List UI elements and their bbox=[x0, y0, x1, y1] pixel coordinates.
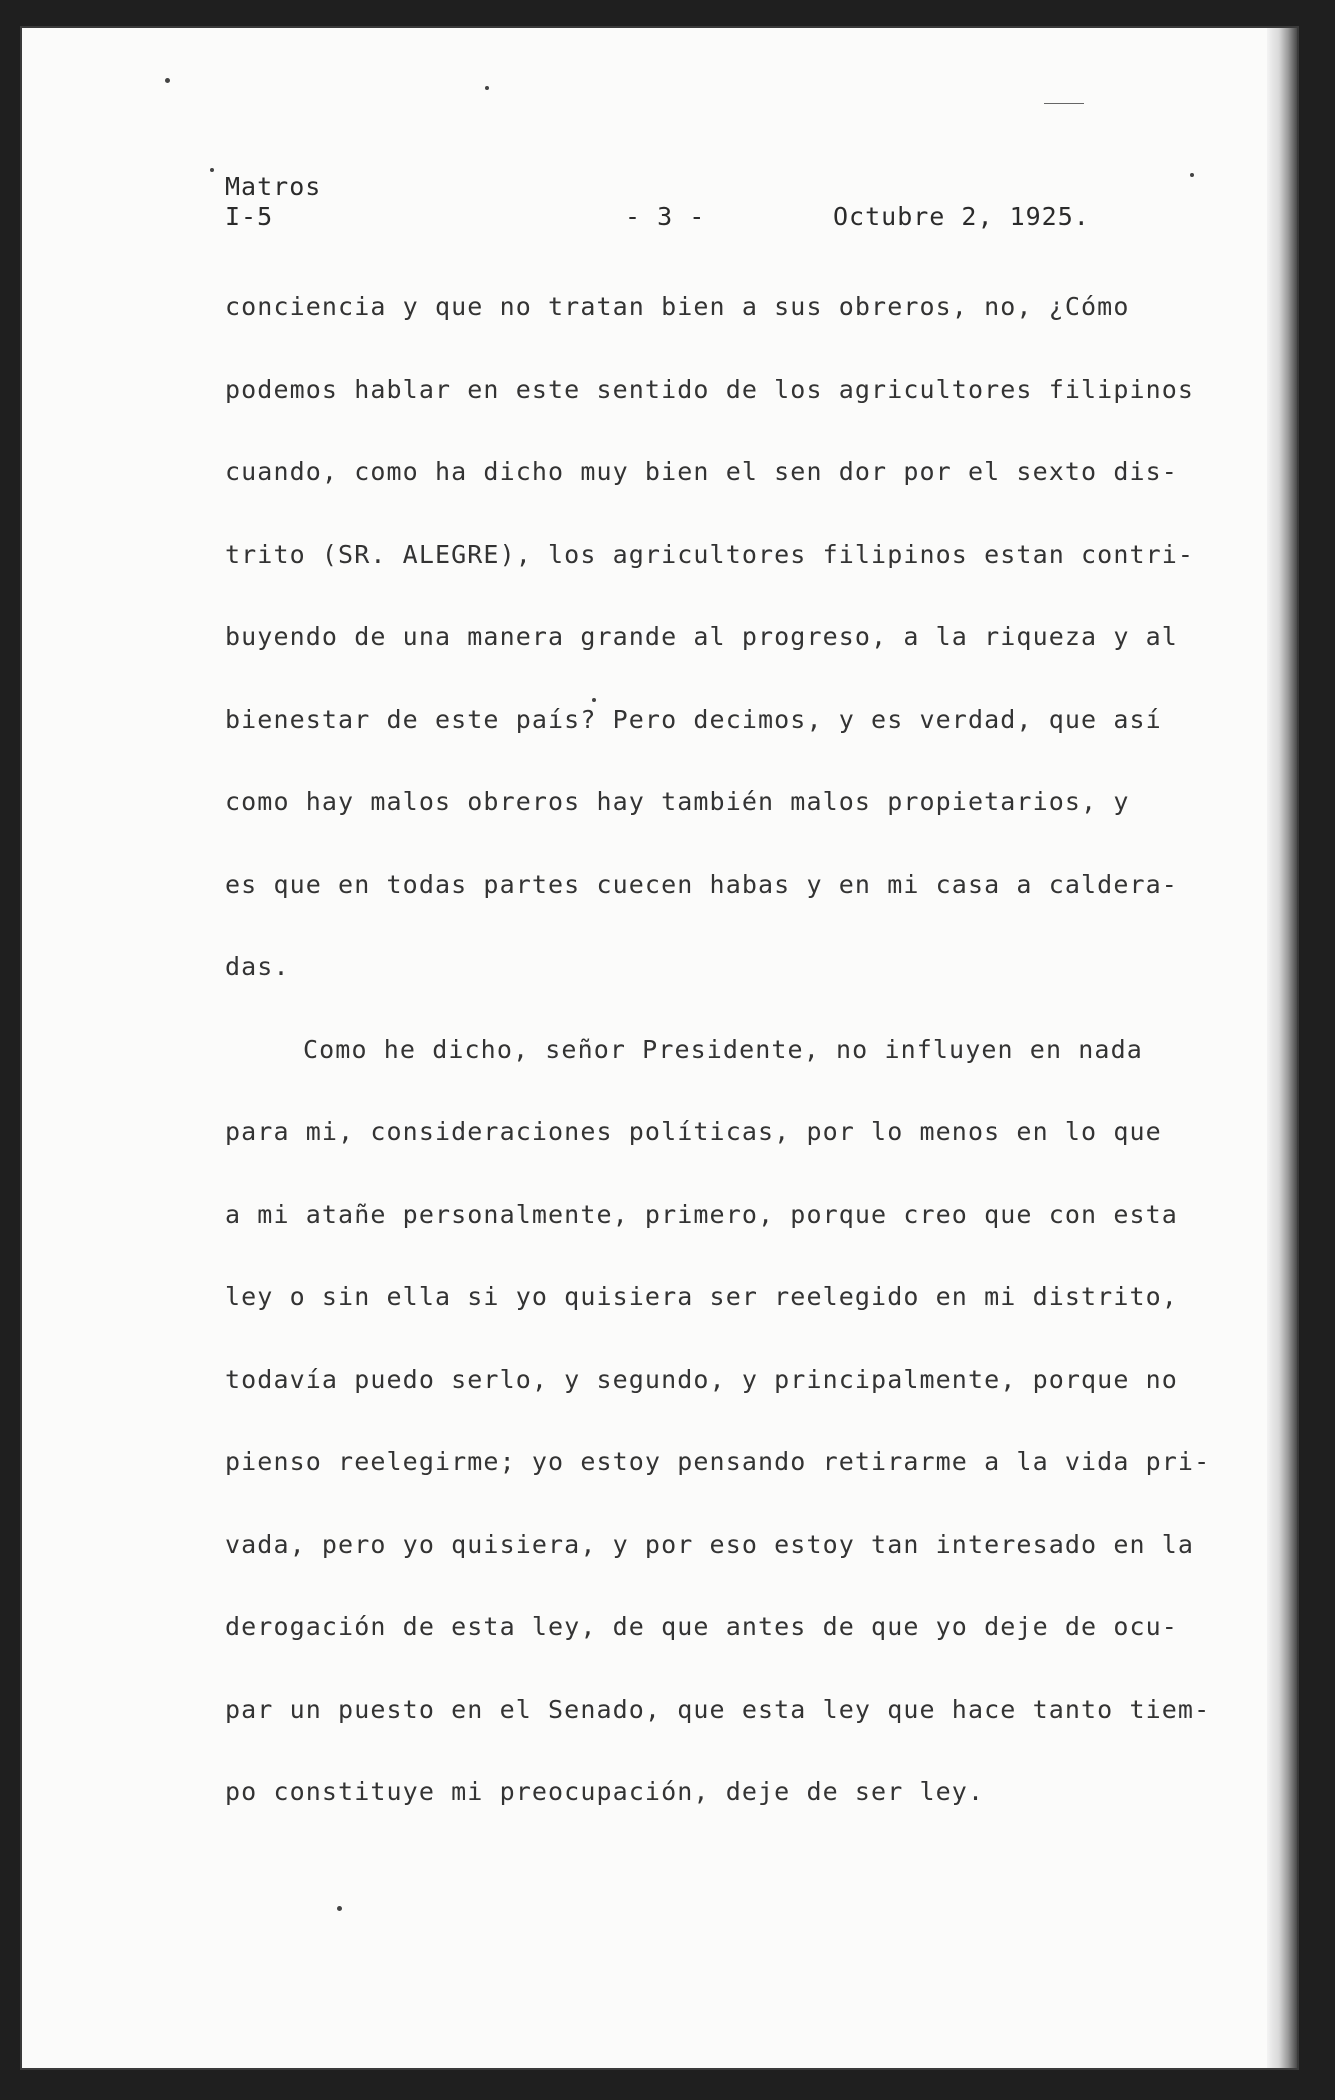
text-line: ley o sin ella si yo quisiera ser reelegido en mi distrito, bbox=[225, 1282, 1178, 1311]
text-line: como hay malos obreros hay también malos propietarios, y bbox=[225, 787, 1130, 816]
text-line: todavía puedo serlo, y segundo, y principalmente, porque no bbox=[225, 1364, 1178, 1394]
text-line: vada, pero yo quisiera, y por eso estoy tan interesado en la bbox=[225, 1529, 1195, 1559]
text-line: derogación de esta ley, de que antes de que yo deje de ocu- bbox=[225, 1612, 1178, 1641]
text-line: a mi atañe personalmente, primero, porque creo que con esta bbox=[225, 1199, 1178, 1229]
text-line: podemos hablar en este sentido de los agricultores filipinos bbox=[225, 374, 1195, 404]
header-author: Matros bbox=[225, 172, 322, 201]
header-date: Octubre 2, 1925. bbox=[833, 202, 1090, 231]
body-text bbox=[225, 292, 1211, 1860]
ink-speck bbox=[1190, 173, 1194, 177]
text-line: conciencia y que no tratan bien a sus obreros, no, ¿Cómo bbox=[225, 292, 1130, 321]
ink-speck bbox=[165, 78, 170, 83]
text-line: par un puesto en el Senado, que esta ley que hace tanto tiem- bbox=[225, 1694, 1211, 1724]
text-line: trito (SR. ALEGRE), los agricultores filipinos estan contri- bbox=[225, 539, 1195, 569]
text-line: das. bbox=[225, 952, 290, 981]
page-edge-shadow bbox=[1267, 28, 1297, 2068]
header-code: I-5 bbox=[225, 202, 274, 231]
text-line-indented: Como he dicho, señor Presidente, no influyen en nada bbox=[303, 1034, 1143, 1064]
text-line: buyendo de una manera grande al progreso, a la riqueza y al bbox=[225, 622, 1178, 651]
ink-speck bbox=[485, 86, 489, 90]
ink-speck bbox=[337, 1906, 342, 1911]
text-line: para mi, consideraciones políticas, por lo menos en lo que bbox=[225, 1117, 1162, 1146]
header-page-number: - 3 - bbox=[625, 202, 706, 231]
text-line: bienestar de este país? Pero decimos, y es verdad, que así bbox=[225, 704, 1162, 734]
text-line: pienso reelegirme; yo estoy pensando retirarme a la vida pri- bbox=[225, 1447, 1211, 1476]
text-line: cuando, como ha dicho muy bien el sen dor por el sexto dis- bbox=[225, 457, 1178, 486]
text-line: es que en todas partes cuecen habas y en mi casa a caldera- bbox=[225, 869, 1178, 899]
ink-dash bbox=[1044, 103, 1084, 104]
ink-speck bbox=[210, 168, 214, 172]
text-line: po constituye mi preocupación, deje de ser ley. bbox=[225, 1777, 985, 1806]
